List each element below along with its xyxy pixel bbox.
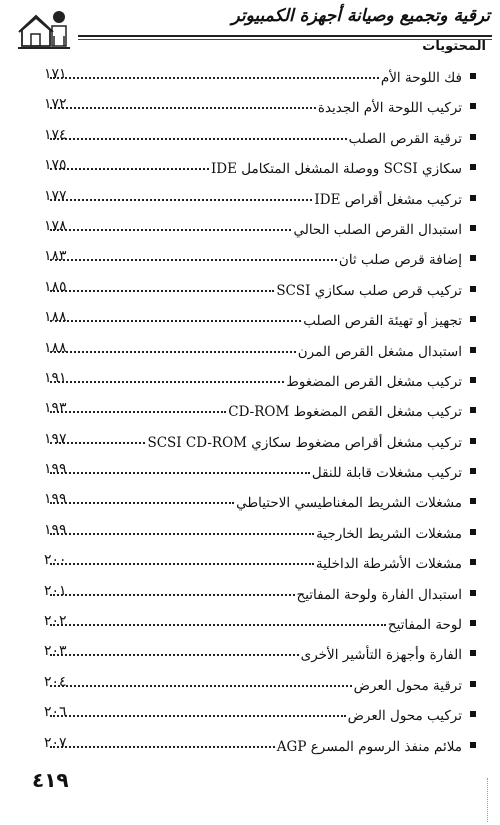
toc-entry-title: استبدال مشغل القرص المرن — [297, 343, 462, 360]
toc-entry-line — [48, 309, 462, 329]
toc-entry-line — [48, 431, 462, 451]
toc-entry-page: ٢٠٤ — [44, 673, 67, 690]
toc-entry-title: تركيب مشغل أقراص IDE — [314, 191, 462, 208]
toc-entry — [0, 184, 500, 214]
toc-entry-line — [48, 522, 462, 542]
bullet-icon — [470, 286, 476, 292]
toc-entry-line — [48, 370, 462, 390]
toc-entry-title: ترقية محول العرض — [353, 677, 462, 694]
toc-entry-page: ١٩٩ — [44, 521, 67, 538]
toc-entry-line — [48, 400, 462, 420]
toc-entry — [0, 639, 500, 669]
toc-entry-title: ملائم منفذ الرسوم المسرع AGP — [276, 738, 462, 755]
house-logo-icon — [18, 6, 70, 52]
table-of-contents — [0, 62, 500, 761]
dot-leader — [50, 124, 347, 140]
toc-entry — [0, 731, 500, 761]
bullet-icon — [470, 73, 476, 79]
toc-entry-page: ١٩٧ — [44, 430, 67, 447]
toc-entry — [0, 427, 500, 457]
toc-entry — [0, 396, 500, 426]
toc-entry-page: ١٨٨ — [44, 309, 67, 326]
toc-entry-line — [48, 96, 462, 116]
bullet-icon — [470, 164, 476, 170]
toc-entry-page: ١٧٢ — [44, 96, 67, 113]
toc-entry-page: ١٩٣ — [44, 400, 67, 417]
toc-entry-page: ١٩٩ — [44, 491, 67, 508]
toc-entry-line — [48, 491, 462, 511]
bullet-icon — [470, 225, 476, 231]
bullet-icon — [470, 468, 476, 474]
toc-entry-page: ١٨٥ — [44, 278, 67, 295]
toc-entry-title: سكازي SCSI ووصلة المشغل المتكامل IDE — [210, 161, 462, 178]
toc-entry-line — [48, 461, 462, 481]
bullet-icon — [470, 195, 476, 201]
toc-entry — [0, 670, 500, 700]
bullet-icon — [470, 103, 476, 109]
toc-entry-page: ٢٠٧ — [44, 734, 67, 751]
toc-entry-page: ١٧٤ — [44, 126, 67, 143]
toc-entry-title: مشغلات الشريط الخارجية — [316, 525, 462, 542]
section-label: المحتويات — [422, 39, 486, 54]
page-header — [0, 0, 500, 58]
toc-entry-page: ٢٠٦ — [44, 704, 67, 721]
bullet-icon — [470, 438, 476, 444]
bullet-icon — [470, 650, 476, 656]
bullet-icon — [470, 498, 476, 504]
toc-entry-title: استبدال الفارة ولوحة المفاتيح — [296, 586, 462, 603]
dot-leader — [50, 549, 314, 565]
toc-entry-line — [48, 248, 462, 268]
dot-leader — [50, 63, 379, 79]
toc-entry-title: إضافة قرص صلب ثان — [338, 252, 462, 269]
toc-entry-title: تركيب مشغل القص المضغوط CD-ROM — [228, 404, 462, 421]
toc-entry-title: تجهيز أو تهيئة القرص الصلب — [303, 313, 462, 330]
toc-entry — [0, 153, 500, 183]
toc-entry-line — [48, 279, 462, 299]
toc-entry — [0, 700, 500, 730]
bullet-icon — [470, 559, 476, 565]
toc-entry-page: ٢٠١ — [44, 582, 67, 599]
toc-entry-line — [48, 66, 462, 86]
page-number: ٤١٩ — [32, 768, 69, 792]
bullet-icon — [470, 711, 476, 717]
dot-leader — [50, 519, 314, 535]
toc-entry-page: ٢٠٢ — [44, 613, 67, 630]
toc-entry — [0, 92, 500, 122]
bullet-icon — [470, 742, 476, 748]
bullet-icon — [470, 316, 476, 322]
header-rule — [78, 35, 492, 37]
toc-entry-title: تركيب مشغل القرص المضغوط — [286, 373, 462, 390]
toc-entry — [0, 305, 500, 335]
toc-entry — [0, 275, 500, 305]
toc-entry-title: مشغلات الأشرطة الداخلية — [315, 556, 462, 573]
toc-entry — [0, 609, 500, 639]
toc-entry-line — [48, 218, 462, 238]
toc-entry-page: ١٩٩ — [44, 461, 67, 478]
toc-entry-title: تركيب محول العرض — [347, 708, 462, 725]
toc-entry-title: استبدال القرص الصلب الحالي — [293, 221, 462, 238]
toc-entry — [0, 579, 500, 609]
toc-entry-title: الفارة وأجهزة التأشير الأخرى — [300, 647, 462, 664]
toc-entry-line — [48, 552, 462, 572]
toc-entry-page: ١٧٨ — [44, 217, 67, 234]
toc-entry-page: ١٨٣ — [44, 248, 67, 265]
toc-entry — [0, 518, 500, 548]
toc-entry-title: تركيب مشغل أقراص مضغوط سكازي SCSI CD-ROM — [147, 434, 462, 451]
bullet-icon — [470, 620, 476, 626]
toc-entry-page: ١٩١ — [44, 369, 67, 386]
toc-entry-line — [48, 643, 462, 663]
toc-entry-title: ترقية القرص الصلب — [348, 130, 462, 147]
dot-leader — [50, 185, 312, 201]
toc-entry-line — [48, 735, 462, 755]
running-title: ترقية وتجميع وصيانة أجهزة الكمبيوتر — [231, 6, 490, 26]
toc-entry-line — [48, 188, 462, 208]
dot-leader — [50, 610, 386, 626]
toc-entry — [0, 214, 500, 244]
toc-entry-line — [48, 157, 462, 177]
toc-entry-page: ١٨٨ — [44, 339, 67, 356]
toc-entry-page: ٢٠٣ — [44, 643, 67, 660]
bullet-icon — [470, 590, 476, 596]
toc-entry — [0, 123, 500, 153]
edge-mark — [487, 778, 498, 822]
dot-leader — [50, 458, 310, 474]
toc-entry-title: لوحة المفاتيح — [387, 617, 462, 634]
toc-entry-title: تركيب مشغلات قابلة للنقل — [311, 465, 462, 482]
toc-entry-page: ١٧٥ — [44, 157, 67, 174]
toc-entry-page: ١٧١ — [44, 66, 67, 82]
toc-entry-line — [48, 704, 462, 724]
dot-leader — [50, 245, 337, 261]
toc-entry-title: فك اللوحة الأم — [380, 70, 462, 86]
toc-entry — [0, 487, 500, 517]
bullet-icon — [470, 134, 476, 140]
toc-entry-page: ١٧٧ — [44, 187, 67, 204]
toc-entry-line — [48, 127, 462, 147]
toc-entry-line — [48, 340, 462, 360]
dot-leader — [50, 701, 346, 717]
toc-entry-title: مشغلات الشريط المغناطيسي الاحتياطي — [236, 495, 462, 512]
bullet-icon — [470, 407, 476, 413]
dot-leader — [50, 671, 352, 687]
toc-entry — [0, 244, 500, 274]
bullet-icon — [470, 377, 476, 383]
toc-entry-line — [48, 583, 462, 603]
bullet-icon — [470, 529, 476, 535]
toc-entry — [0, 366, 500, 396]
toc-entry-line — [48, 674, 462, 694]
toc-entry-title: تركيب قرص صلب سكازي SCSI — [276, 282, 462, 299]
bullet-icon — [470, 681, 476, 687]
toc-entry-line — [48, 613, 462, 633]
dot-leader — [50, 93, 316, 109]
bullet-icon — [470, 347, 476, 353]
toc-entry — [0, 548, 500, 578]
bullet-icon — [470, 255, 476, 261]
toc-entry-title: تركيب اللوحة الأم الجديدة — [317, 100, 462, 117]
toc-entry — [0, 336, 500, 366]
toc-entry — [0, 62, 500, 92]
toc-entry-page: ٢٠٠ — [44, 552, 67, 569]
toc-entry — [0, 457, 500, 487]
